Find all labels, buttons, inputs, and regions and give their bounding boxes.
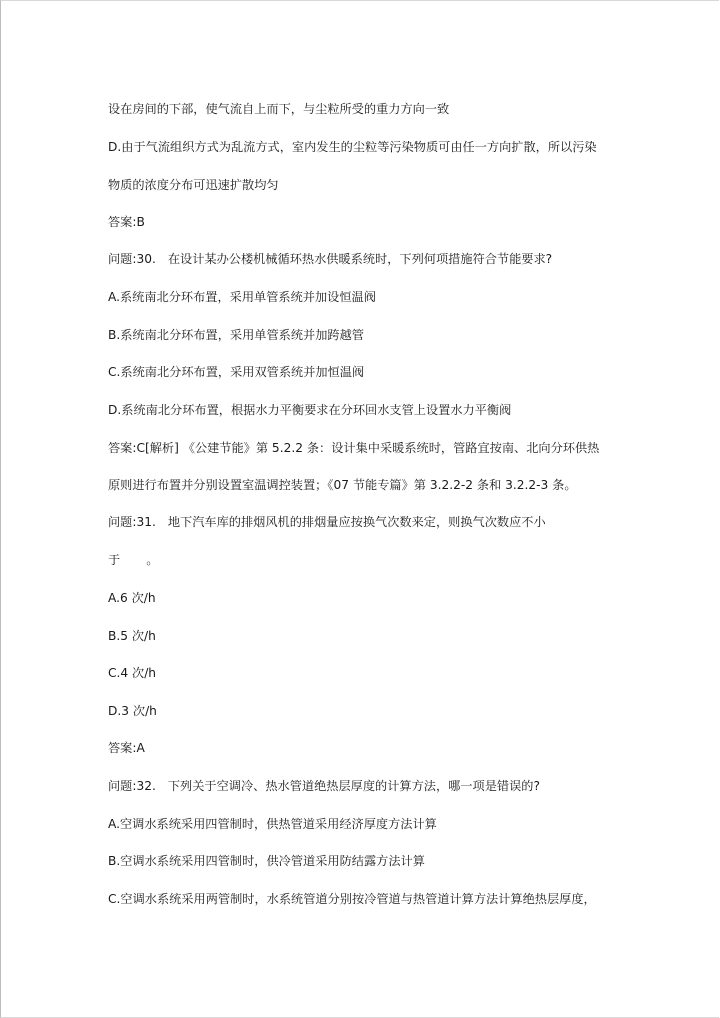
question-31-text: 地下汽车库的排烟风机的排烟量应按换气次数来定，则换气次数应不小 xyxy=(167,515,546,529)
question-32-number: 问题:32. xyxy=(108,779,156,793)
option-a-q32: A.空调水系统采用四管制时，供热管道采用经济厚度方法计算 xyxy=(108,817,437,831)
question-30-text: 在设计某办公楼机械循环热水供暖系统时，下列何项措施符合节能要求? xyxy=(167,252,553,266)
question-31-number: 问题:31. xyxy=(108,515,156,529)
option-d-q31: D.3 次/h xyxy=(108,704,157,718)
answer-q30-explanation-continuation: 原则进行布置并分别设置室温调控装置；《07 节能专篇》第 3.2.2-2 条和 3.2.2-3 条。 xyxy=(108,478,577,492)
option-d-q30: D.系统南北分环布置，根据水力平衡要求在分环回水支管上设置水力平衡阀 xyxy=(108,403,512,417)
question-31 xyxy=(108,514,546,530)
question-32-text: 下列关于空调冷、热水管道绝热层厚度的计算方法，哪一项是错误的? xyxy=(167,779,540,793)
answer-q31: 答案:A xyxy=(108,741,145,755)
option-c-q31: C.4 次/h xyxy=(108,666,157,680)
option-d-q29: D.由于气流组织方式为乱流方式，室内发生的尘粒等污染物质可由任一方向扩散，所以污染 xyxy=(108,140,597,154)
question-31-continuation xyxy=(108,552,158,568)
option-a-q31: A.6 次/h xyxy=(108,591,156,605)
option-c-q30: C.系统南北分环布置，采用双管系统并加恒温阀 xyxy=(108,365,365,379)
question-31-tail: 于 xyxy=(108,553,121,567)
question-32 xyxy=(108,778,540,794)
option-b-q30: B.系统南北分环布置，采用单管系统并加跨越管 xyxy=(108,328,364,342)
option-b-q32: B.空调水系统采用四管制时，供冷管道采用防结露方法计算 xyxy=(108,854,425,868)
answer-q29: 答案:B xyxy=(108,215,145,229)
option-c-q32: C.空调水系统采用两管制时，水系统管道分别按冷管道与热管道计算方法计算绝热层厚度， xyxy=(108,892,596,906)
question-30-number: 问题:30. xyxy=(108,252,156,266)
answer-q30-explanation: 答案:C[解析] 《公建节能》第 5.2.2 条：设计集中采暖系统时，管路宜按南、北向分环供热 xyxy=(108,441,600,455)
option-a-q30: A.系统南北分环布置，采用单管系统并加设恒温阀 xyxy=(108,290,376,304)
text-line-previous-option-continuation: 设在房间的下部，使气流自上而下，与尘粒所受的重力方向一致 xyxy=(108,102,450,116)
option-b-q31: B.5 次/h xyxy=(108,629,156,643)
question-30 xyxy=(108,251,552,267)
option-d-q29-continuation: 物质的浓度分布可迅速扩散均匀 xyxy=(108,178,279,192)
question-31-period: 。 xyxy=(146,553,159,567)
